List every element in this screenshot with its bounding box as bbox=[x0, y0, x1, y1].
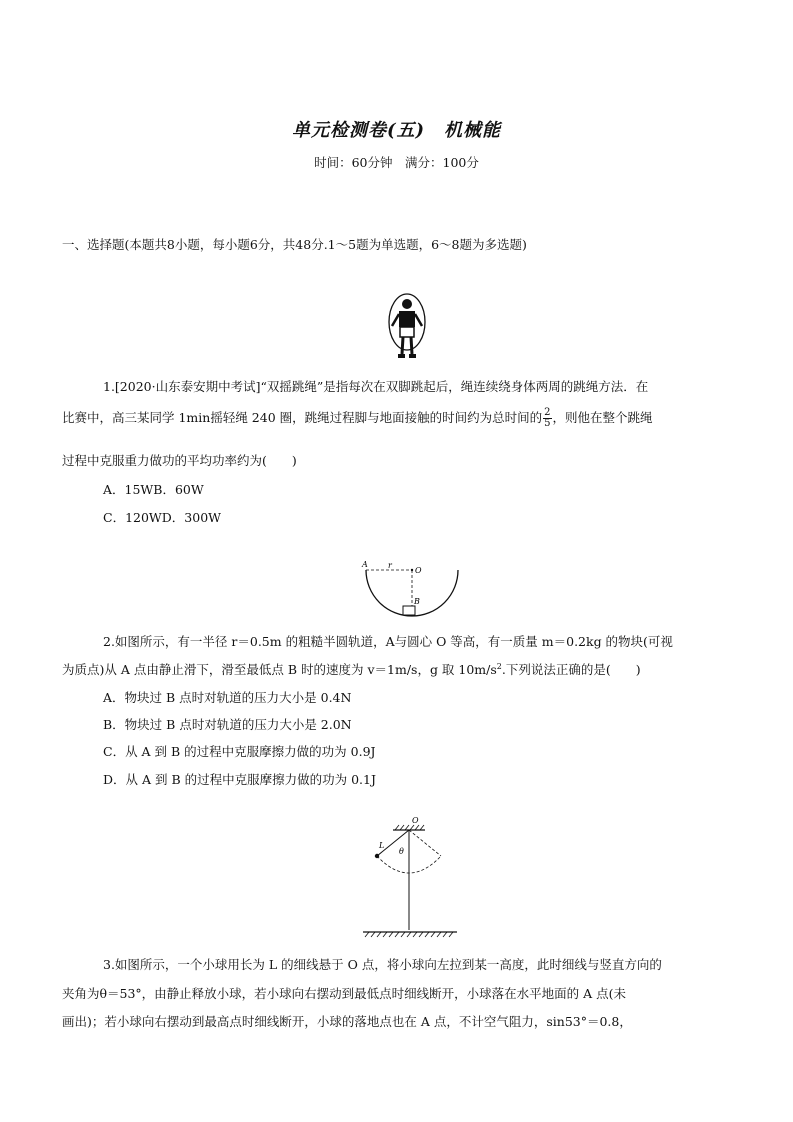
q1-line3: 过程中克服重力做功的平均功率约为( ) bbox=[62, 453, 297, 468]
q3-line1: 3.如图所示，一个小球用长为 L 的细线悬于 O 点，将小球向左拉到某一高度，此时细线与竖直方向的 bbox=[103, 957, 662, 972]
page-title: 单元检测卷(五) 机械能 bbox=[291, 120, 502, 141]
q1-options-cd: C．120WD．300W bbox=[103, 510, 221, 525]
q2-option-a: A．物块过 B 点时对轨道的压力大小是 0.4N bbox=[103, 690, 352, 705]
q1-options-ab: A．15WB．60W bbox=[103, 482, 204, 497]
q2-line1: 2.如图所示，有一半径 r＝0.5m 的粗糙半圆轨道，A与圆心 O 等高，有一质量 m＝0.2kg 的物块(可视 bbox=[103, 634, 673, 649]
q2-line2 bbox=[62, 660, 641, 678]
fraction-denominator: 5 bbox=[544, 418, 551, 429]
q1-fraction bbox=[543, 408, 551, 429]
section-heading: 一、选择题(本题共8小题，每小题6分，共48分.1～5题为单选题，6～8题为多选题) bbox=[62, 237, 527, 252]
q1-line2 bbox=[62, 408, 653, 429]
q2-option-c: C．从 A 到 B 的过程中克服摩擦力做的功为 0.9J bbox=[103, 744, 376, 759]
q2-superscript: 2 bbox=[496, 661, 502, 671]
semicircle-track-figure bbox=[356, 560, 466, 628]
label-a: A bbox=[362, 560, 368, 569]
label-l: L bbox=[379, 841, 385, 850]
label-theta: θ bbox=[399, 847, 404, 856]
q2-option-b: B．物块过 B 点时对轨道的压力大小是 2.0N bbox=[103, 717, 352, 732]
label-o: O bbox=[415, 566, 422, 575]
q1-line2-text-b: ，则他在整个跳绳 bbox=[552, 410, 653, 425]
fraction-numerator: 2 bbox=[544, 407, 551, 418]
page-subtitle: 时间：60分钟 满分：100分 bbox=[314, 155, 479, 170]
q1-line2-text-a: 比赛中，高三某同学 1min摇轻绳 240 圈，跳绳过程脚与地面接触的时间约为总时间的 bbox=[62, 410, 543, 425]
q2-line2-text-b: .下列说法正确的是( ) bbox=[501, 662, 641, 677]
pendulum-figure bbox=[355, 812, 470, 944]
label-o: O bbox=[412, 816, 419, 825]
q1-line1: 1.[2020·山东泰安期中考试]“双摇跳绳”是指每次在双脚跳起后，绳连续绕身体两周的跳绳方法．在 bbox=[103, 379, 649, 394]
q3-line3: 画出)；若小球向右摆动到最高点时细线断开，小球的落地点也在 A 点，不计空气阻力，sin53°＝0.8， bbox=[62, 1014, 632, 1029]
q3-line2: 夹角为θ＝53°，由静止释放小球，若小球向右摆动到最低点时细线断开，小球落在水平地面的 A 点(未 bbox=[62, 986, 627, 1001]
label-b: B bbox=[414, 597, 420, 606]
label-r: r bbox=[388, 561, 392, 570]
q2-option-d: D．从 A 到 B 的过程中克服摩擦力做的功为 0.1J bbox=[103, 772, 376, 787]
jump-rope-figure bbox=[382, 292, 432, 367]
q2-line2-text-a: 为质点)从 A 点由静止滑下，滑至最低点 B 时的速度为 v＝1m/s，g 取 10m/s bbox=[62, 662, 497, 677]
